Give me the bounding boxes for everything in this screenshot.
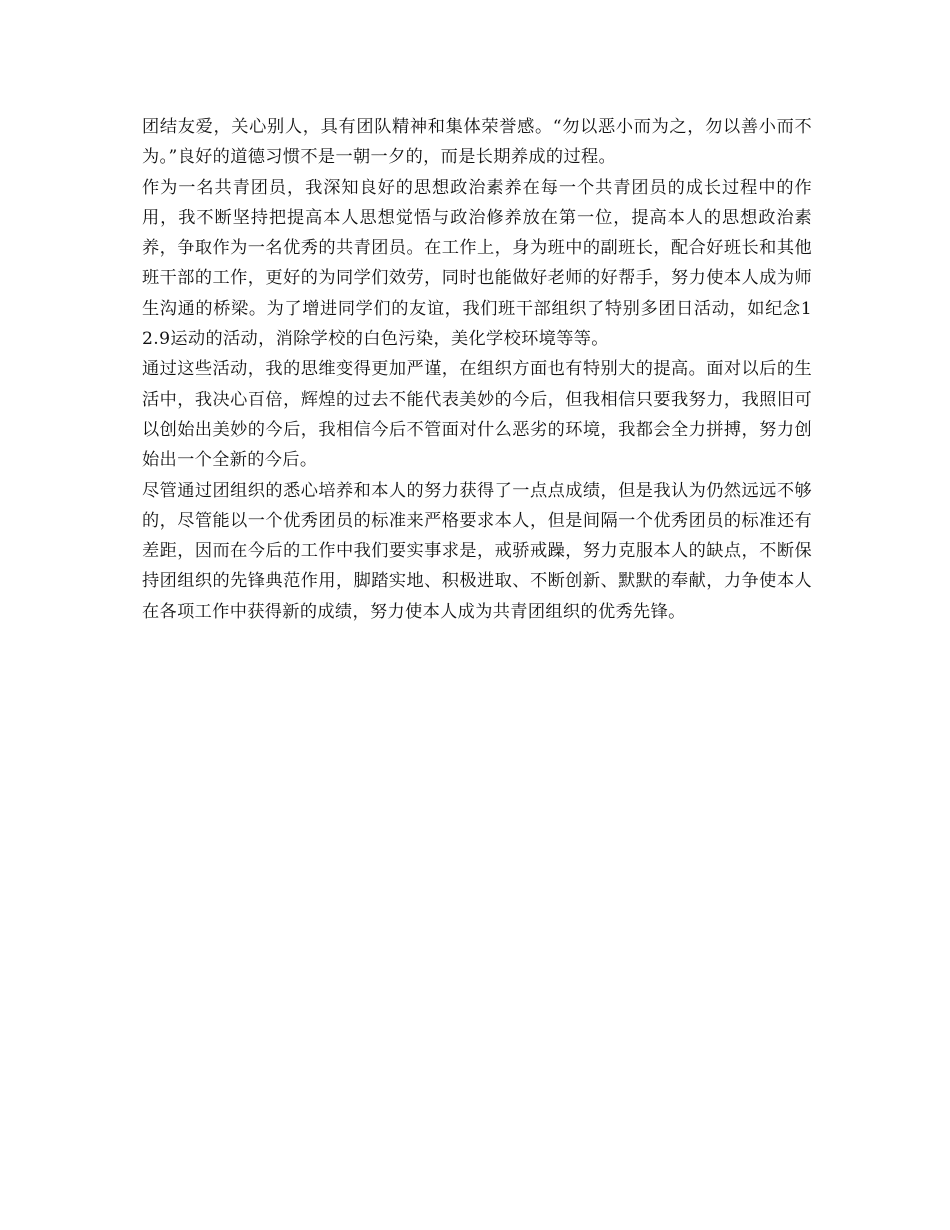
paragraph-team-spirit: 团结友爱，关心别人，具有团队精神和集体荣誉感。“勿以恶小而为之，勿以善小而不为。”良好的道德习惯不是一朝一夕的，而是长期养成的过程。 bbox=[142, 117, 812, 168]
paragraph-political-quality: 作为一名共青团员，我深知良好的思想政治素养在每一个共青团员的成长过程中的作用，我不断坚持把提高本人思想觉悟与政治修养放在第一位，提高本人的思想政治素养，争取作为一名优秀的共青团员。在工作上，身为班中的副班长，配合好班长和其他班干部的工作，更好的为同学们效劳，同时也能做好老师的好帮手，努力使本人成为师生沟通的桥梁。为了增进同学们的友谊，我们班干部组织了特别多团日活动，如纪念12.9运动的活动，消除学校的白色污染，美化学校环境等等。 bbox=[142, 177, 812, 350]
document-body bbox=[142, 112, 812, 627]
paragraph-activities-reflection: 通过这些活动，我的思维变得更加严谨，在组织方面也有特别大的提高。面对以后的生活中，我决心百倍，辉煌的过去不能代表美妙的今后，但我相信只要我努力，我照旧可以创始出美妙的今后，我相信今后不管面对什么恶劣的环境，我都会全力拼搏，努力创始出一个全新的今后。 bbox=[142, 359, 812, 471]
paragraph-self-improvement: 尽管通过团组织的悉心培养和本人的努力获得了一点点成绩，但是我认为仍然远远不够的，尽管能以一个优秀团员的标准来严格要求本人，但是间隔一个优秀团员的标准还有差距，因而在今后的工作中我们要实事求是，戒骄戒躁，努力克服本人的缺点，不断保持团组织的先锋典范作用，脚踏实地、积极进取、不断创新、默默的奉献，力争使本人在各项工作中获得新的成绩，努力使本人成为共青团组织的优秀先锋。 bbox=[142, 480, 812, 622]
